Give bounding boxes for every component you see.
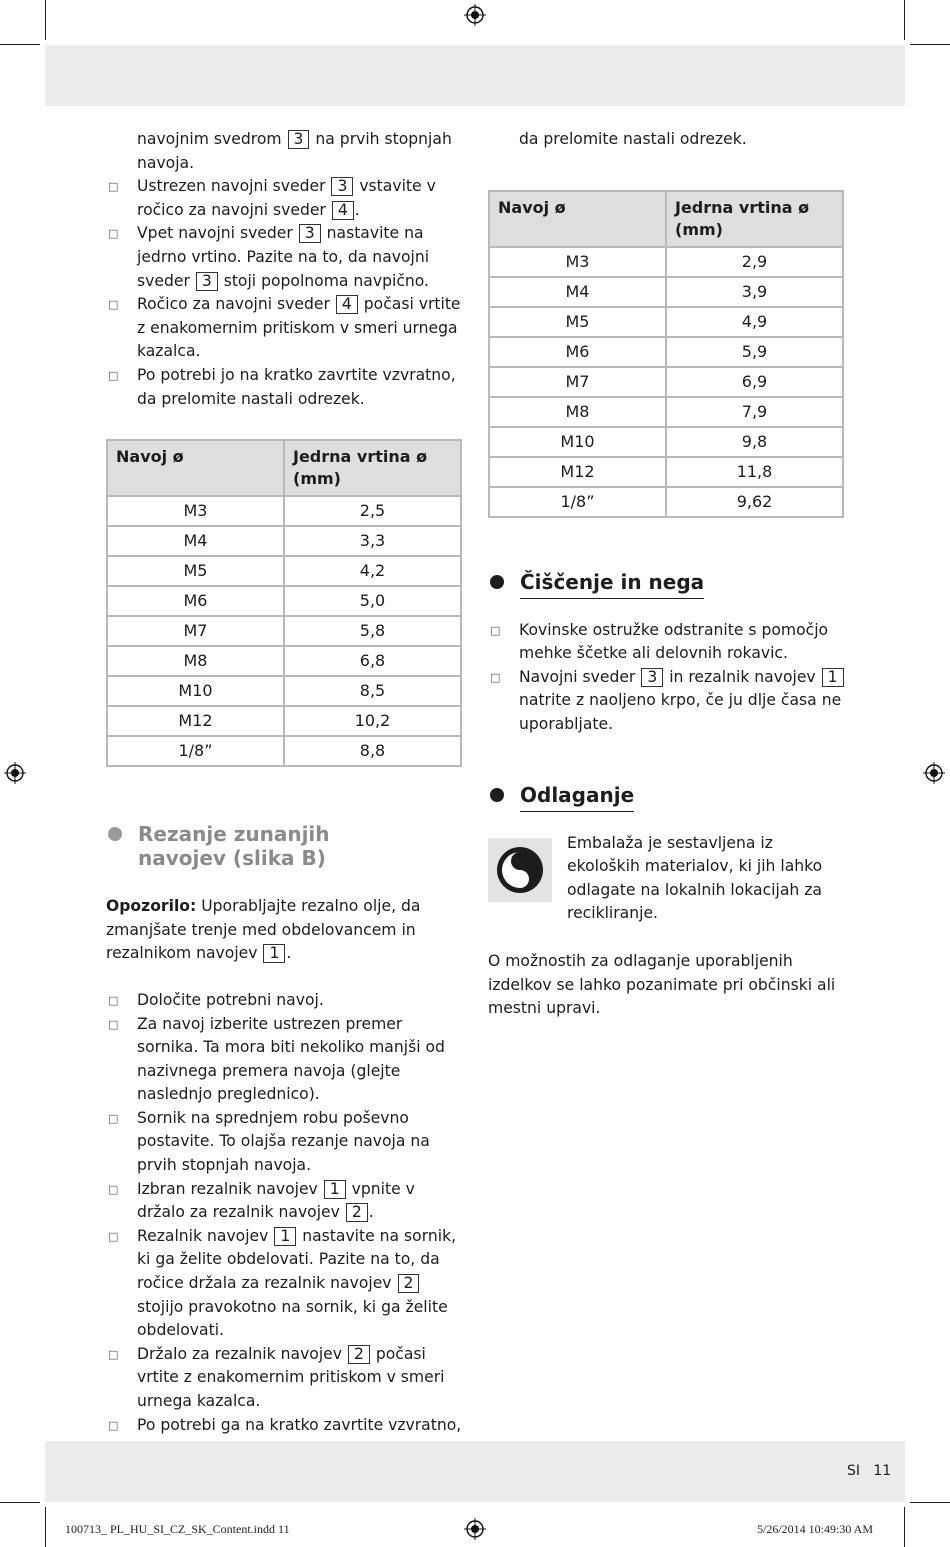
part-number: 1 <box>324 1180 346 1199</box>
table-cell: M12 <box>489 457 666 487</box>
table-cell: 5,9 <box>666 337 843 367</box>
footer-band <box>45 1441 905 1502</box>
table-row <box>107 676 461 706</box>
table-row <box>489 277 843 307</box>
checkbox-bullet-icon: □ <box>108 227 119 241</box>
registration-mark-icon <box>923 762 945 784</box>
table-row <box>107 646 461 676</box>
intro-paragraph: navojnim svedrom 3 na prvih stopnjah navoja. <box>137 130 452 172</box>
checkbox-bullet-icon: □ <box>108 1418 119 1432</box>
part-number: 2 <box>348 1345 370 1364</box>
table-cell: M8 <box>107 646 284 676</box>
table-cell: 4,2 <box>284 556 461 586</box>
part-number: 1 <box>822 668 844 687</box>
table-cell: 3,9 <box>666 277 843 307</box>
table-row <box>107 586 461 616</box>
part-number: 3 <box>641 668 663 687</box>
table-row <box>489 457 843 487</box>
part-number: 1 <box>274 1227 296 1246</box>
table-cell: M6 <box>489 337 666 367</box>
table-row <box>489 397 843 427</box>
table-cell: 9,8 <box>666 427 843 457</box>
table-cell: 4,9 <box>666 307 843 337</box>
thread-table-left <box>106 439 462 767</box>
table-cell: M12 <box>107 706 284 736</box>
table-cell: 1/8” <box>489 487 666 517</box>
table-cell: 2,5 <box>284 496 461 526</box>
thread-table-right <box>488 190 844 518</box>
file-slug: 100713_ PL_HU_SI_CZ_SK_Content.indd 11 <box>65 1522 290 1536</box>
bullet-dot-icon <box>490 575 504 589</box>
list-item: □ Rezalnik navojev 1 nastavite na sornik, ki ga želite obdelovati. Pazite na to, da ročice držala za rezalnik navojev 2 stojijo pravokotno na sornik, ki ga želite obdelovati. <box>108 1226 457 1340</box>
table-cell: 6,8 <box>284 646 461 676</box>
green-dot-recycling-icon <box>488 838 552 902</box>
checkbox-bullet-icon: □ <box>108 1182 119 1196</box>
part-number: 3 <box>299 224 321 243</box>
table-cell: M5 <box>489 307 666 337</box>
table-row <box>489 427 843 457</box>
crop-mark <box>0 1502 40 1503</box>
right-column <box>488 128 848 1021</box>
list-item: □ Po potrebi ga na kratko zavrtite vzvratno, <box>106 1414 466 1438</box>
bullet-dot-icon <box>490 788 504 802</box>
part-number: 3 <box>331 177 353 196</box>
list-item: □ Po potrebi jo na kratko zavrtite vzvratno, da prelomite nastali odrezek. <box>108 365 456 408</box>
table-row <box>489 247 843 277</box>
list-item: □ Določite potrebni navoj. <box>106 989 466 1013</box>
part-number: 1 <box>263 944 285 963</box>
checkbox-bullet-icon: □ <box>108 1347 119 1361</box>
table-cell: 10,2 <box>284 706 461 736</box>
table-row <box>107 496 461 526</box>
part-number: 4 <box>336 295 358 314</box>
registration-mark-icon <box>4 762 26 784</box>
table-cell: 9,62 <box>666 487 843 517</box>
table-cell: 5,0 <box>284 586 461 616</box>
table-row <box>489 307 843 337</box>
table-cell: M4 <box>489 277 666 307</box>
list-item: □ Držalo za rezalnik navojev 2 počasi vrtite z enakomernim pritiskom v smeri urnega kazalca. <box>108 1344 445 1410</box>
table-cell: 11,8 <box>666 457 843 487</box>
table-cell: M7 <box>489 367 666 397</box>
crop-mark <box>45 1507 46 1547</box>
checkbox-bullet-icon: □ <box>108 368 119 382</box>
table-cell: M10 <box>489 427 666 457</box>
table-cell: M6 <box>107 586 284 616</box>
disposal-text: O možnostih za odlaganje uporabljenih izdelkov se lahko pozanimate pri občinski ali mestni upravi. <box>488 951 836 1018</box>
warning-paragraph: Opozorilo: Uporabljajte rezalno olje, da zmanjšate trenje med obdelovancem in rezalnikom navojev 1 . <box>106 897 421 963</box>
table-cell: 7,9 <box>666 397 843 427</box>
table-cell: 8,5 <box>284 676 461 706</box>
left-column <box>106 128 466 1437</box>
crop-mark <box>0 44 40 45</box>
section-heading: Čiščenje in nega <box>488 570 848 599</box>
table-cell: M5 <box>107 556 284 586</box>
crop-mark <box>904 1507 905 1547</box>
date-slug: 5/26/2014 10:49:30 AM <box>757 1522 874 1536</box>
checkbox-bullet-icon: □ <box>108 298 119 312</box>
table-cell: M10 <box>107 676 284 706</box>
list-item: □ Vpet navojni sveder 3 nastavite na jedrno vrtino. Pazite na to, da navojni sveder 3 stoji popolnoma navpično. <box>108 224 430 290</box>
table-cell: 5,8 <box>284 616 461 646</box>
intro-paragraph: da prelomite nastali odrezek. <box>519 130 747 148</box>
table-header: Navoj ø <box>489 191 666 247</box>
section-heading: Odlaganje <box>488 783 848 812</box>
table-row <box>107 736 461 766</box>
section-heading: Rezanje zunanjih navojev (slika B) <box>106 822 466 870</box>
list-item: □ Ustrezen navojni sveder 3 vstavite v ročico za navojni sveder 4 . <box>108 177 436 219</box>
table-cell: M7 <box>107 616 284 646</box>
recycling-text: Embalaža je sestavljena iz ekoloških materialov, ki jih lahko odlagate na lokalnih lokacijah za recikliranje. <box>567 833 823 923</box>
list-item: □ Kovinske ostružke odstranite s pomočjo mehke ščetke ali delovnih rokavic. <box>490 620 829 663</box>
list-item: □ Navojni sveder 3 in rezalnik navojev 1 natrite z naoljeno krpo, če ju dlje časa ne uporabljate. <box>488 666 848 737</box>
table-row <box>107 526 461 556</box>
table-cell: 2,9 <box>666 247 843 277</box>
table-cell: M3 <box>489 247 666 277</box>
table-cell: M8 <box>489 397 666 427</box>
table-row <box>489 487 843 517</box>
table-header: Jedrna vrtina ø (mm) <box>284 440 461 496</box>
table-row <box>107 616 461 646</box>
part-number: 4 <box>332 201 354 220</box>
table-cell: 8,8 <box>284 736 461 766</box>
steps-list <box>106 989 466 1437</box>
checkbox-bullet-icon: □ <box>108 180 119 194</box>
registration-mark-icon <box>464 4 486 26</box>
recycling-block <box>488 832 848 926</box>
registration-mark-icon <box>464 1518 486 1540</box>
crop-mark <box>904 0 905 40</box>
checkbox-bullet-icon: □ <box>108 993 119 1007</box>
table-cell: 3,3 <box>284 526 461 556</box>
checkbox-bullet-icon: □ <box>108 1017 119 1031</box>
table-row <box>489 337 843 367</box>
checkbox-bullet-icon: □ <box>108 1229 119 1243</box>
checkbox-bullet-icon: □ <box>108 1111 119 1125</box>
page-footer <box>847 1463 891 1479</box>
table-cell: 6,9 <box>666 367 843 397</box>
part-number: 2 <box>346 1203 368 1222</box>
part-number: 3 <box>196 272 218 291</box>
page-number: 11 <box>873 1463 892 1479</box>
list-item: □ Izbran rezalnik navojev 1 vpnite v držalo za rezalnik navojev 2 . <box>108 1179 415 1222</box>
bullet-dot-icon <box>108 827 122 841</box>
list-item: □ Sornik na sprednjem robu poševno postavite. To olajša rezanje navoja na prvih stopnjah navoja. <box>108 1108 430 1175</box>
crop-mark <box>910 44 950 45</box>
cleaning-list <box>488 619 848 737</box>
checkbox-bullet-icon: □ <box>490 670 501 684</box>
table-cell: M3 <box>107 496 284 526</box>
header-band <box>45 45 905 106</box>
crop-mark <box>45 0 46 40</box>
table-row <box>489 367 843 397</box>
checkbox-bullet-icon: □ <box>490 623 501 637</box>
crop-mark <box>910 1502 950 1503</box>
part-number: 3 <box>288 130 310 149</box>
part-number: 2 <box>398 1274 420 1293</box>
list-item: □ Ročico za navojni sveder 4 počasi vrtite z enakomernim pritiskom v smeri urnega kazalca. <box>108 295 461 361</box>
table-header: Navoj ø <box>107 440 284 496</box>
language-code: SI <box>847 1463 861 1479</box>
table-row <box>107 706 461 736</box>
table-header: Jedrna vrtina ø (mm) <box>666 191 843 247</box>
table-row <box>107 556 461 586</box>
table-cell: 1/8” <box>107 736 284 766</box>
table-cell: M4 <box>107 526 284 556</box>
list-item: □ Za navoj izberite ustrezen premer sornika. Ta mora biti nekoliko manjši od nazivnega premera navoja (glejte naslednjo preglednico). <box>108 1014 445 1104</box>
